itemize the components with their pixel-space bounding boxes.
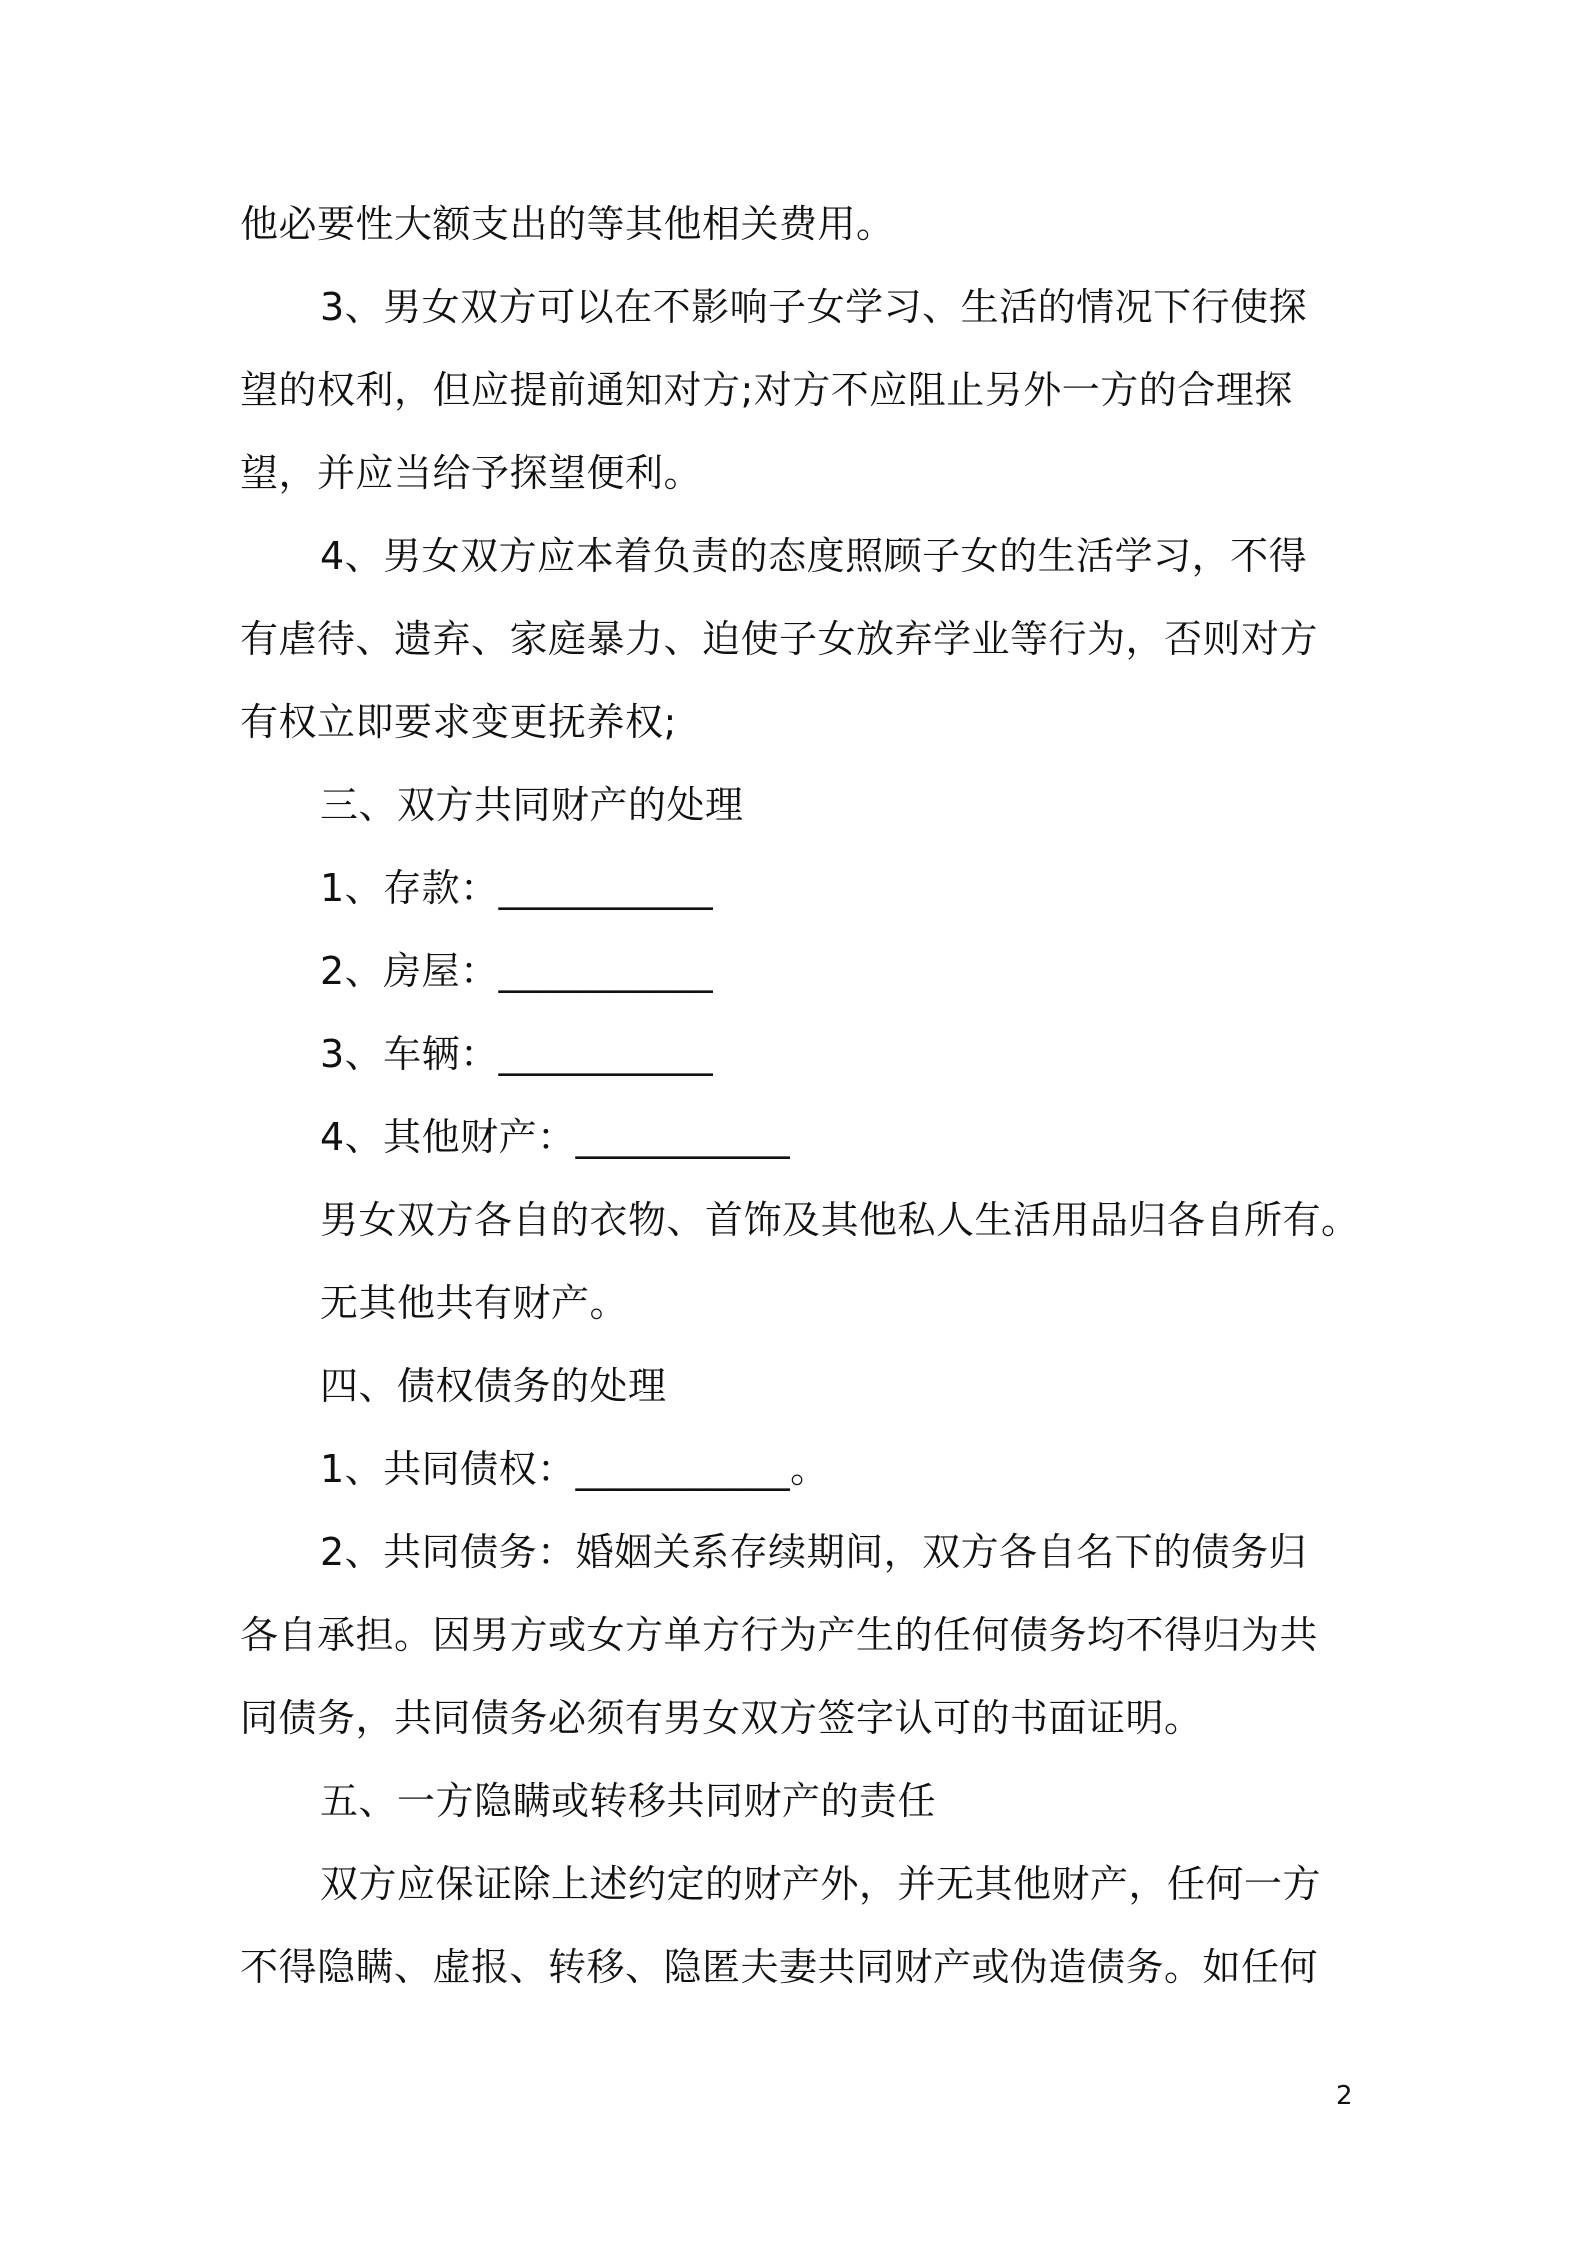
text-line: 3、车辆：___________ (320, 1032, 714, 1076)
text-line: 有虐待、遗弃、家庭暴力、迫使子女放弃学业等行为，否则对方 (240, 617, 1319, 661)
text-line: 同债务，共同债务必须有男女双方签字认可的书面证明。 (240, 1696, 1203, 1740)
page-number: 2 (1336, 2081, 1353, 2111)
text-line: 3、男女双方可以在不影响子女学习、生活的情况下行使探 (320, 285, 1308, 329)
text-line: 有权立即要求变更抚养权; (240, 700, 677, 744)
text-line: 2、房屋：___________ (320, 949, 714, 993)
text-line: 男女双方各自的衣物、首饰及其他私人生活用品归各自所有。 (320, 1198, 1360, 1242)
text-line: 他必要性大额支出的等其他相关费用。 (240, 202, 895, 246)
text-line: 望的权利，但应提前通知对方;对方不应阻止另外一方的合理探 (240, 368, 1293, 412)
section-heading: 三、双方共同财产的处理 (320, 783, 744, 827)
text-line: 4、其他财产：___________ (320, 1115, 791, 1159)
text-line: 无其他共有财产。 (320, 1281, 629, 1325)
text-line: 1、存款：___________ (320, 866, 714, 910)
text-line: 不得隐瞒、虚报、转移、隐匿夫妻共同财产或伪造债务。如任何 (240, 1945, 1319, 1989)
text-line: 各自承担。因男方或女方单方行为产生的任何债务均不得归为共 (240, 1613, 1319, 1657)
text-line: 4、男女双方应本着负责的态度照顾子女的生活学习，不得 (320, 534, 1308, 578)
text-line: 望，并应当给予探望便利。 (240, 451, 703, 495)
section-heading: 四、债权债务的处理 (320, 1364, 667, 1408)
text-line: 双方应保证除上述约定的财产外，并无其他财产，任何一方 (320, 1862, 1322, 1906)
text-line: 1、共同债权：___________。 (320, 1447, 829, 1491)
text-line: 2、共同债务：婚姻关系存续期间，双方各自名下的债务归 (320, 1530, 1308, 1574)
section-heading: 五、一方隐瞒或转移共同财产的责任 (320, 1779, 937, 1823)
